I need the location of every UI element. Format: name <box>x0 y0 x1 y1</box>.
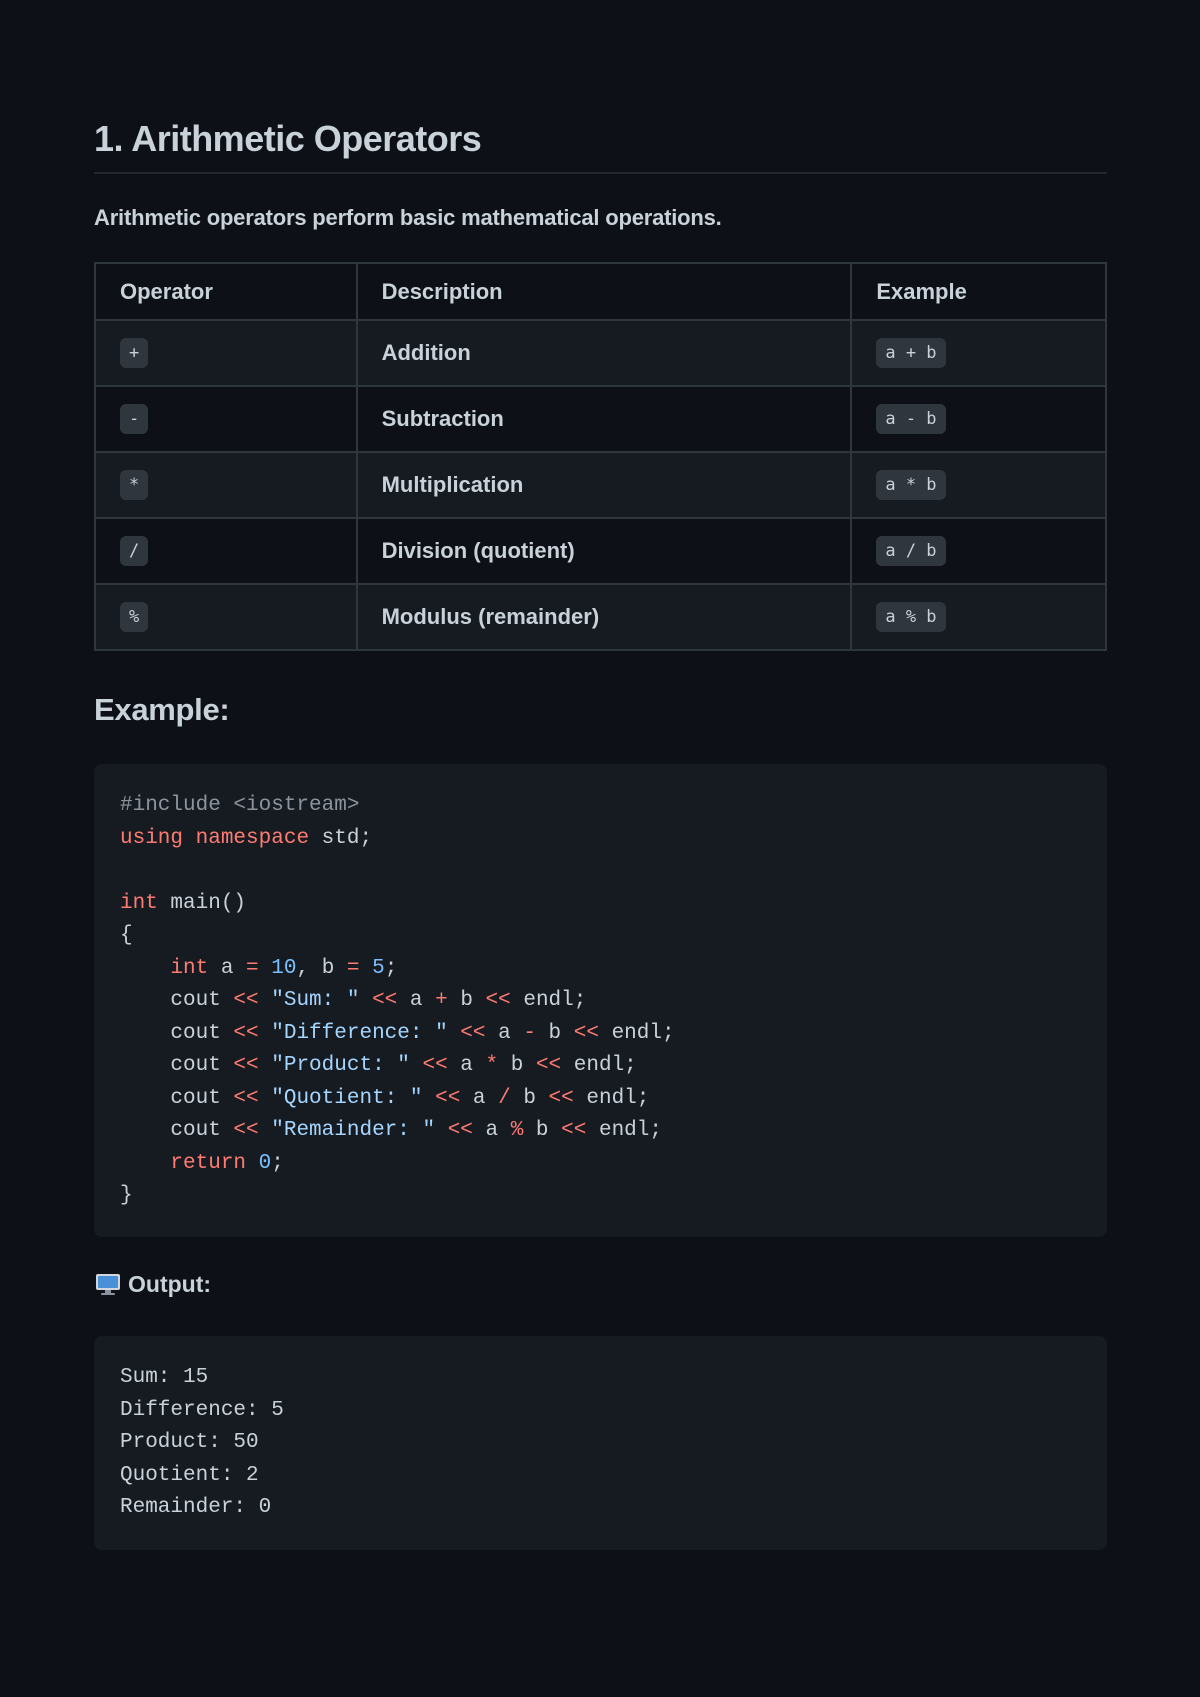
code-token <box>410 1054 423 1077</box>
code-token <box>448 1022 461 1045</box>
code-token: cout <box>120 1054 234 1077</box>
code-token: b <box>510 1086 549 1110</box>
header-example: Example <box>851 263 1106 320</box>
code-line <box>120 920 1081 953</box>
code-token: << <box>485 989 511 1012</box>
code-line <box>120 1180 1081 1213</box>
code-token: b <box>447 989 486 1012</box>
code-token: std; <box>309 826 373 850</box>
code-token: a <box>208 956 247 980</box>
table-row <box>95 386 1106 452</box>
code-token: << <box>460 1021 486 1045</box>
code-token: << <box>233 1021 259 1045</box>
code-token: << <box>573 1021 599 1045</box>
code-token <box>422 1087 435 1110</box>
code-token <box>183 827 196 850</box>
example-chip: a % b <box>876 602 945 632</box>
code-token: namespace <box>195 826 310 850</box>
code-token: << <box>233 1119 259 1142</box>
code-token: / <box>498 1086 511 1110</box>
code-token: return <box>170 1151 247 1175</box>
code-token: endl; <box>586 1119 662 1142</box>
code-token: << <box>422 1054 448 1077</box>
example-chip: a + b <box>876 338 945 368</box>
table-row <box>95 584 1106 650</box>
example-cell <box>851 320 1106 386</box>
table-header-row <box>95 263 1106 320</box>
code-token: % <box>510 1119 524 1142</box>
section-title: 1. Arithmetic Operators <box>94 118 1107 174</box>
example-cell <box>851 452 1106 518</box>
code-line <box>120 855 1081 888</box>
code-token: endl; <box>598 1021 675 1045</box>
code-token: b <box>523 1119 562 1142</box>
code-token: << <box>372 989 398 1012</box>
header-description: Description <box>357 263 852 320</box>
output-line: Product: 50 <box>120 1431 259 1454</box>
code-line <box>120 1083 1081 1116</box>
code-token: * <box>485 1054 499 1077</box>
description-cell: Division (quotient) <box>357 518 852 584</box>
operator-chip: - <box>120 404 148 434</box>
operator-cell <box>95 320 357 386</box>
code-line <box>120 953 1081 986</box>
example-cell <box>851 386 1106 452</box>
code-token: << <box>447 1119 473 1142</box>
output-line: Difference: 5 <box>120 1398 284 1422</box>
code-token: 5 <box>372 956 385 980</box>
code-token: main() <box>157 891 247 915</box>
code-line <box>120 1018 1081 1051</box>
code-token: using <box>120 826 184 850</box>
code-token: << <box>233 1086 259 1110</box>
operator-cell <box>95 584 357 650</box>
output-line: Remainder: 0 <box>120 1496 272 1519</box>
code-token <box>359 989 372 1012</box>
operator-chip: + <box>120 338 148 368</box>
code-token: << <box>233 989 259 1012</box>
header-operator: Operator <box>95 263 357 320</box>
code-token: ; <box>271 1151 284 1175</box>
code-token: << <box>548 1086 574 1110</box>
output-line: Quotient: 2 <box>120 1463 259 1487</box>
code-token: 0 <box>258 1151 272 1175</box>
code-line <box>120 1148 1081 1181</box>
code-token: a <box>397 989 436 1012</box>
output-block[interactable] <box>94 1336 1107 1550</box>
code-token: << <box>233 1054 259 1077</box>
code-line <box>120 790 1081 823</box>
code-token: b <box>498 1054 536 1077</box>
code-token: endl; <box>573 1086 650 1110</box>
code-token: int <box>170 956 209 980</box>
code-token: << <box>435 1086 461 1110</box>
code-token: endl; <box>510 989 587 1012</box>
example-chip: a * b <box>876 470 945 500</box>
code-token: a <box>485 1021 524 1045</box>
code-token: "Quotient: " <box>271 1086 423 1110</box>
code-line <box>120 1115 1081 1148</box>
example-cell <box>851 518 1106 584</box>
code-token: ; <box>384 956 398 980</box>
code-token: int <box>120 891 158 915</box>
example-cell <box>851 584 1106 650</box>
code-token <box>120 957 170 980</box>
code-token: << <box>535 1054 562 1077</box>
operators-table <box>94 262 1107 651</box>
code-token <box>435 1119 448 1142</box>
table-row <box>95 320 1106 386</box>
table-row <box>95 518 1106 584</box>
output-heading <box>94 1270 211 1298</box>
output-heading-label: Output: <box>128 1270 212 1297</box>
code-token: a <box>472 1119 511 1142</box>
code-token: "Difference: " <box>271 1021 448 1045</box>
code-line <box>120 888 1081 921</box>
code-token: cout <box>120 1086 234 1110</box>
code-token: cout <box>120 989 234 1012</box>
code-token: endl; <box>561 1054 637 1077</box>
table-row <box>95 452 1106 518</box>
code-token: - <box>523 1021 536 1045</box>
example-chip: a / b <box>876 536 945 566</box>
code-token <box>259 1054 272 1077</box>
code-token: cout <box>120 1021 234 1045</box>
output-line: Sum: 15 <box>120 1366 209 1389</box>
code-token <box>259 957 272 980</box>
code-token: "Sum: " <box>271 989 360 1012</box>
code-block[interactable] <box>94 764 1107 1237</box>
code-token <box>120 1152 170 1175</box>
code-token: = <box>246 956 259 980</box>
code-token: 10 <box>271 956 297 980</box>
code-token: b <box>535 1021 574 1045</box>
code-token: "Product: " <box>271 1054 410 1077</box>
code-line <box>120 823 1081 856</box>
code-token: cout <box>120 1119 234 1142</box>
operator-chip: % <box>120 602 148 632</box>
code-token: { <box>120 924 133 947</box>
code-line <box>120 1050 1081 1083</box>
operator-cell <box>95 518 357 584</box>
code-token: = <box>346 956 360 980</box>
code-token: #include <iostream> <box>120 794 360 817</box>
code-token: a <box>447 1054 486 1077</box>
code-token: "Remainder: " <box>271 1119 436 1142</box>
description-cell: Multiplication <box>357 452 852 518</box>
code-token: } <box>120 1184 133 1207</box>
code-token: << <box>561 1119 587 1142</box>
operator-cell <box>95 386 357 452</box>
description-cell: Modulus (remainder) <box>357 584 852 650</box>
description-cell: Addition <box>357 320 852 386</box>
code-token <box>360 957 373 980</box>
code-token <box>259 1119 272 1142</box>
code-token <box>259 1087 272 1110</box>
example-heading: Example: <box>94 692 230 727</box>
code-token: , b <box>296 956 347 980</box>
description-cell: Subtraction <box>357 386 852 452</box>
monitor-icon <box>94 1270 122 1298</box>
code-token: a <box>460 1086 499 1110</box>
code-token <box>246 1152 259 1175</box>
operator-chip: / <box>120 536 148 566</box>
code-token <box>259 989 272 1012</box>
operator-cell <box>95 452 357 518</box>
code-token <box>259 1022 272 1045</box>
example-chip: a - b <box>876 404 945 434</box>
code-token: + <box>435 989 448 1012</box>
section-intro: Arithmetic operators perform basic mathematical operations. <box>94 205 722 230</box>
operator-chip: * <box>120 470 148 500</box>
code-line <box>120 985 1081 1018</box>
